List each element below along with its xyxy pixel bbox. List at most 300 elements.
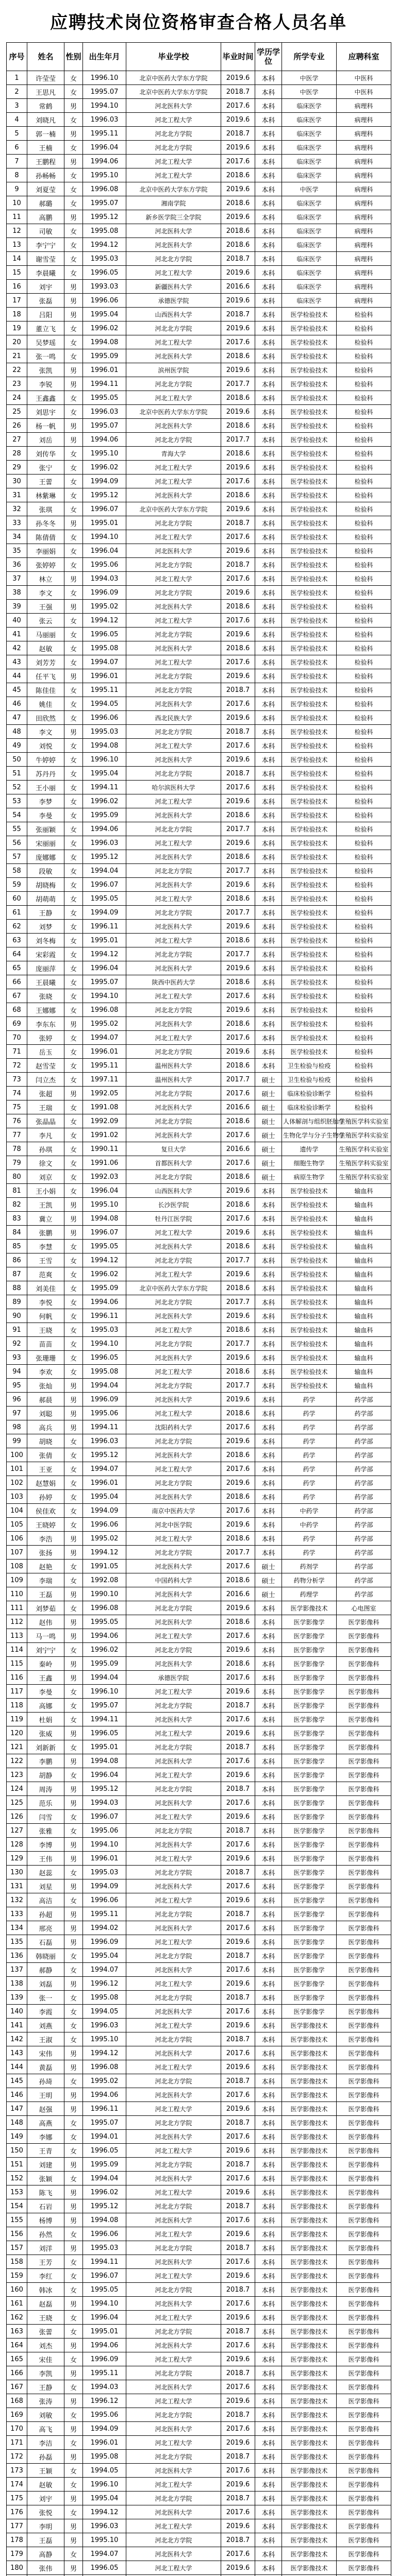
cell-edu: 本科 (255, 1768, 282, 1782)
cell-sex: 女 (64, 2074, 83, 2088)
cell-post: 检验科 (337, 572, 391, 586)
cell-name: 李博 (27, 1838, 64, 1852)
table-row (7, 1768, 391, 1782)
cell-birth: 1994.07 (83, 1031, 126, 1045)
cell-major: 医学检验技术 (282, 669, 337, 683)
cell-major: 医学影像技术 (282, 2088, 337, 2102)
cell-school: 河北北方学院 (126, 1643, 221, 1657)
cell-post: 检验科 (337, 850, 391, 864)
cell-name: 王鑫鑫 (27, 391, 64, 405)
cell-grad: 2017.6 (221, 1128, 255, 1142)
cell-no: 171 (7, 2436, 27, 2450)
cell-edu: 硕士 (255, 1142, 282, 1156)
cell-grad: 2018.7 (221, 1740, 255, 1754)
cell-sex: 男 (64, 294, 83, 308)
cell-major: 医学检验技术 (282, 1017, 337, 1031)
cell-name: 吕阳 (27, 308, 64, 321)
cell-grad: 2016.6 (221, 1142, 255, 1156)
cell-name: 赵磊 (27, 2297, 64, 2311)
cell-major: 医学检验技术 (282, 836, 337, 850)
cell-birth: 1995.02 (83, 1532, 126, 1546)
cell-school: 沈阳药科大学 (126, 1420, 221, 1434)
cell-major: 卫生检验与检疫 (282, 1073, 337, 1087)
cell-sex: 女 (64, 1476, 83, 1490)
cell-name: 王淑 (27, 2032, 64, 2046)
cell-no: 73 (7, 1073, 27, 1087)
cell-grad: 2018.7 (221, 2408, 255, 2422)
cell-birth: 1996.10 (83, 71, 126, 85)
cell-name: 刘梦 (27, 920, 64, 934)
cell-grad: 2019.6 (221, 363, 255, 377)
cell-school: 河北医科大学 (126, 2130, 221, 2144)
cell-birth: 1995.08 (83, 1365, 126, 1379)
cell-school: 河北工程大学 (126, 2478, 221, 2492)
cell-edu: 本科 (255, 1991, 282, 2005)
cell-school: 中国药科大学 (126, 1573, 221, 1587)
cell-grad: 2019.6 (221, 2227, 255, 2241)
cell-grad: 2019.6 (221, 2394, 255, 2408)
cell-birth: 1997.11 (83, 1073, 126, 1087)
cell-post: 医学影像科 (337, 2561, 391, 2575)
cell-major: 医学影像学 (282, 1838, 337, 1852)
cell-sex: 男 (64, 377, 83, 391)
cell-grad: 2018.7 (221, 308, 255, 321)
cell-edu: 本科 (255, 1754, 282, 1768)
cell-edu: 本科 (255, 1713, 282, 1726)
cell-birth: 1996.04 (83, 1768, 126, 1782)
cell-birth: 1994.07 (83, 2547, 126, 2561)
cell-name: 庞丽萍 (27, 961, 64, 975)
cell-edu: 本科 (255, 1309, 282, 1323)
cell-no: 173 (7, 2464, 27, 2478)
cell-edu: 本科 (255, 1963, 282, 1977)
cell-school: 长沙医学院 (126, 1198, 221, 1212)
cell-no: 34 (7, 530, 27, 544)
cell-sex: 女 (64, 989, 83, 1003)
cell-major: 医学影像学 (282, 1629, 337, 1643)
cell-major: 医学检验技术 (282, 975, 337, 989)
table-row (7, 168, 391, 182)
cell-post: 医学影像科 (337, 2158, 391, 2172)
cell-name: 张琪 (27, 502, 64, 516)
cell-no: 82 (7, 1198, 27, 1212)
table-row (7, 1128, 391, 1142)
cell-no: 163 (7, 2325, 27, 2338)
cell-edu: 本科 (255, 1532, 282, 1546)
cell-edu: 硕士 (255, 1560, 282, 1573)
cell-post: 输血科 (337, 1309, 391, 1323)
cell-grad: 2017.7 (221, 822, 255, 836)
cell-grad: 2019.6 (221, 1434, 255, 1448)
table-row (7, 934, 391, 947)
cell-sex: 男 (64, 2422, 83, 2436)
cell-post: 病理科 (337, 182, 391, 196)
table-row (7, 1114, 391, 1128)
cell-school: 河北医科大学 (126, 1309, 221, 1323)
cell-edu: 本科 (255, 2394, 282, 2408)
cell-school: 河北医科大学 (126, 99, 221, 113)
table-row (7, 1838, 391, 1852)
cell-birth: 1996.11 (83, 2102, 126, 2116)
cell-birth: 1995.10 (83, 2533, 126, 2547)
cell-edu: 本科 (255, 252, 282, 266)
cell-no: 101 (7, 1462, 27, 1476)
cell-edu: 本科 (255, 822, 282, 836)
table-row (7, 377, 391, 391)
cell-edu: 本科 (255, 961, 282, 975)
cell-edu: 本科 (255, 488, 282, 502)
cell-major: 医学检验技术 (282, 850, 337, 864)
cell-no: 87 (7, 1267, 27, 1281)
cell-major: 医学影像技术 (282, 2450, 337, 2464)
table-row (7, 586, 391, 600)
cell-sex: 女 (64, 2478, 83, 2492)
cell-post: 医学影像科 (337, 2352, 391, 2366)
cell-name: 刘思宇 (27, 405, 64, 419)
cell-edu: 本科 (255, 1657, 282, 1671)
cell-no: 71 (7, 1045, 27, 1059)
cell-birth: 1996.08 (83, 2060, 126, 2074)
table-row (7, 252, 391, 266)
cell-name: 李文 (27, 725, 64, 739)
cell-major: 医学影像学 (282, 1713, 337, 1726)
cell-edu: 本科 (255, 2422, 282, 2436)
cell-birth: 1994.06 (83, 2088, 126, 2102)
cell-major: 医学检验技术 (282, 488, 337, 502)
table-row (7, 113, 391, 127)
cell-school: 河北工程大学 (126, 2060, 221, 2074)
cell-edu: 本科 (255, 210, 282, 224)
table-row (7, 1184, 391, 1198)
cell-edu: 本科 (255, 2325, 282, 2338)
cell-post: 病理科 (337, 266, 391, 280)
cell-no: 129 (7, 1852, 27, 1866)
cell-edu: 本科 (255, 641, 282, 655)
cell-sex: 女 (64, 2005, 83, 2019)
cell-birth: 1996.06 (83, 294, 126, 308)
cell-post: 医学影像科 (337, 2478, 391, 2492)
cell-post: 医学影像科 (337, 2297, 391, 2311)
cell-post: 药学部 (337, 1587, 391, 1601)
cell-name: 王瑞 (27, 1100, 64, 1114)
cell-school: 首都医科大学 (126, 1156, 221, 1170)
cell-no: 148 (7, 2116, 27, 2130)
cell-no: 114 (7, 1643, 27, 1657)
cell-school: 河北北方学院 (126, 127, 221, 141)
cell-grad: 2017.6 (221, 655, 255, 669)
cell-grad: 2018.6 (221, 238, 255, 252)
cell-grad: 2017.6 (221, 2130, 255, 2144)
table-row (7, 628, 391, 641)
table-row (7, 419, 391, 433)
cell-sex: 女 (64, 711, 83, 725)
cell-no: 48 (7, 725, 27, 739)
table-row (7, 1212, 391, 1226)
table-row (7, 210, 391, 224)
cell-grad: 2017.6 (221, 1031, 255, 1045)
cell-no: 105 (7, 1518, 27, 1532)
cell-edu: 本科 (255, 2505, 282, 2519)
cell-birth: 1995.06 (83, 2408, 126, 2422)
cell-birth: 1994.06 (83, 1295, 126, 1309)
cell-no: 140 (7, 2005, 27, 2019)
cell-school: 河北北方学院 (126, 1949, 221, 1963)
cell-name: 侯佳欢 (27, 1504, 64, 1518)
cell-school: 河北工程大学 (126, 1893, 221, 1907)
cell-edu: 硕士 (255, 1128, 282, 1142)
cell-sex: 女 (64, 767, 83, 781)
cell-grad: 2019.6 (221, 1977, 255, 1991)
cell-no: 17 (7, 294, 27, 308)
cell-school: 河北工程大学 (126, 1267, 221, 1281)
cell-name: 王晓婷 (27, 1518, 64, 1532)
cell-grad: 2019.6 (221, 961, 255, 975)
cell-sex: 女 (64, 2172, 83, 2185)
cell-school: 河北工程大学 (126, 2144, 221, 2158)
cell-name: 郝璐 (27, 196, 64, 210)
cell-edu: 本科 (255, 2436, 282, 2450)
cell-birth: 1996.02 (83, 794, 126, 808)
cell-post: 医学影像科 (337, 2032, 391, 2046)
cell-name: 宋彩霞 (27, 947, 64, 961)
cell-edu: 本科 (255, 266, 282, 280)
table-row (7, 391, 391, 405)
cell-edu: 本科 (255, 2408, 282, 2422)
cell-major: 医学检验技术 (282, 600, 337, 614)
table-row (7, 2366, 391, 2380)
table-row (7, 474, 391, 488)
cell-edu: 本科 (255, 1003, 282, 1017)
cell-sex: 女 (64, 1365, 83, 1379)
cell-grad: 2019.6 (221, 113, 255, 127)
cell-grad: 2018.6 (221, 1448, 255, 1462)
cell-post: 检验科 (337, 488, 391, 502)
cell-edu: 本科 (255, 2255, 282, 2269)
cell-sex: 女 (64, 1963, 83, 1977)
cell-major: 药学 (282, 1393, 337, 1406)
cell-no: 43 (7, 655, 27, 669)
table-row (7, 433, 391, 447)
cell-name: 李霞 (27, 2005, 64, 2019)
cell-school: 河北工程大学 (126, 1365, 221, 1379)
cell-sex: 女 (64, 2325, 83, 2338)
cell-birth: 1995.10 (83, 1198, 126, 1212)
cell-school: 河北北方学院 (126, 1253, 221, 1267)
table-row (7, 1448, 391, 1462)
cell-sex: 女 (64, 1059, 83, 1073)
cell-edu: 本科 (255, 753, 282, 767)
cell-major: 医学检验技术 (282, 878, 337, 892)
cell-edu: 本科 (255, 628, 282, 641)
cell-sex: 女 (64, 488, 83, 502)
cell-major: 医学影像学 (282, 1810, 337, 1824)
cell-major: 医学影像学 (282, 1921, 337, 1935)
cell-grad: 2019.6 (221, 628, 255, 641)
cell-school: 河北北方学院 (126, 2116, 221, 2130)
cell-birth: 1996.01 (83, 1476, 126, 1490)
table-row (7, 1824, 391, 1838)
cell-school: 河北北方学院 (126, 669, 221, 683)
cell-name: 高飞 (27, 2422, 64, 2436)
cell-major: 临床医学 (282, 99, 337, 113)
cell-name: 李凯 (27, 2366, 64, 2380)
cell-school: 河北北方学院 (126, 2158, 221, 2172)
cell-name: 王凯 (27, 1198, 64, 1212)
cell-grad: 2018.7 (221, 2533, 255, 2547)
cell-major: 医学检验技术 (282, 1379, 337, 1393)
cell-edu: 本科 (255, 461, 282, 474)
cell-post: 检验科 (337, 363, 391, 377)
cell-grad: 2019.6 (221, 1893, 255, 1907)
cell-grad: 2018.6 (221, 1198, 255, 1212)
cell-birth: 1995.04 (83, 2492, 126, 2505)
cell-edu: 本科 (255, 1059, 282, 1073)
cell-no: 120 (7, 1726, 27, 1740)
cell-sex: 女 (64, 1810, 83, 1824)
cell-school: 河北医科大学 (126, 878, 221, 892)
cell-grad: 2018.6 (221, 1281, 255, 1295)
column-header-major: 所学专业 (282, 43, 337, 71)
cell-school: 河北北方学院 (126, 1337, 221, 1351)
cell-no: 29 (7, 461, 27, 474)
cell-post: 医学影像科 (337, 2060, 391, 2074)
cell-major: 医学影像学 (282, 1685, 337, 1699)
cell-school: 新疆医科大学 (126, 280, 221, 294)
cell-edu: 本科 (255, 294, 282, 308)
cell-post: 检验科 (337, 1073, 391, 1087)
cell-major: 医学影像技术 (282, 2478, 337, 2492)
cell-birth: 1996.02 (83, 461, 126, 474)
cell-grad: 2018.6 (221, 975, 255, 989)
cell-birth: 1995.08 (83, 224, 126, 238)
cell-birth: 1995.04 (83, 1949, 126, 1963)
cell-major: 医学检验技术 (282, 433, 337, 447)
table-header (7, 43, 391, 71)
cell-major: 医学检验技术 (282, 502, 337, 516)
cell-school: 河北医科大学 (126, 1838, 221, 1852)
cell-major: 医学影像学 (282, 1768, 337, 1782)
cell-grad: 2016.6 (221, 1100, 255, 1114)
cell-birth: 1996.11 (83, 920, 126, 934)
cell-grad: 2018.7 (221, 2032, 255, 2046)
cell-birth: 1996.03 (83, 2019, 126, 2032)
cell-birth: 1995.03 (83, 1866, 126, 1879)
cell-post: 检验科 (337, 989, 391, 1003)
table-row (7, 1740, 391, 1754)
cell-edu: 本科 (255, 1671, 282, 1685)
cell-name: 王明 (27, 2088, 64, 2102)
cell-post: 医学影像科 (337, 2408, 391, 2422)
cell-major: 医学检验技术 (282, 614, 337, 628)
cell-grad: 2018.7 (221, 516, 255, 530)
cell-no: 141 (7, 2019, 27, 2032)
cell-major: 医学影像技术 (282, 2561, 337, 2575)
cell-sex: 女 (64, 2505, 83, 2519)
cell-name: 张丽颖 (27, 822, 64, 836)
cell-major: 医学检验技术 (282, 544, 337, 558)
cell-birth: 1992.03 (83, 1170, 126, 1184)
cell-birth: 1996.05 (83, 628, 126, 641)
cell-edu: 硕士 (255, 1114, 282, 1128)
cell-birth: 1996.03 (83, 836, 126, 850)
cell-post: 检验科 (337, 586, 391, 600)
cell-sex: 男 (64, 1379, 83, 1393)
cell-birth: 1994.06 (83, 1629, 126, 1643)
cell-sex: 男 (64, 2060, 83, 2074)
cell-no: 136 (7, 1949, 27, 1963)
cell-no: 55 (7, 822, 27, 836)
cell-post: 医学影像科 (337, 2116, 391, 2130)
cell-major: 医学检验技术 (282, 906, 337, 920)
cell-no: 88 (7, 1281, 27, 1295)
cell-birth: 1994.10 (83, 1337, 126, 1351)
cell-post: 医学影像科 (337, 2227, 391, 2241)
cell-sex: 男 (64, 210, 83, 224)
cell-sex: 女 (64, 878, 83, 892)
cell-edu: 本科 (255, 196, 282, 210)
table-row (7, 238, 391, 252)
cell-post: 输血科 (337, 1281, 391, 1295)
cell-major: 医学影像学 (282, 1977, 337, 1991)
cell-no: 83 (7, 1212, 27, 1226)
table-row (7, 892, 391, 906)
table-row (7, 335, 391, 349)
cell-school: 北京中医药大学东方学院 (126, 71, 221, 85)
cell-birth: 1995.12 (83, 488, 126, 502)
cell-school: 河北工程大学 (126, 2352, 221, 2366)
table-row (7, 2241, 391, 2255)
table-row (7, 1852, 391, 1866)
cell-sex: 女 (64, 753, 83, 767)
cell-grad: 2017.6 (221, 2213, 255, 2227)
cell-post: 检验科 (337, 975, 391, 989)
cell-birth: 1995.01 (83, 1740, 126, 1754)
cell-no: 63 (7, 934, 27, 947)
cell-birth: 1995.11 (83, 683, 126, 697)
cell-no: 96 (7, 1393, 27, 1406)
cell-major: 中药学 (282, 1518, 337, 1532)
cell-sex: 女 (64, 739, 83, 753)
cell-major: 医学影像技术 (282, 2032, 337, 2046)
cell-no: 123 (7, 1768, 27, 1782)
cell-post: 药学部 (337, 1490, 391, 1504)
cell-edu: 本科 (255, 71, 282, 85)
cell-major: 医学检验技术 (282, 405, 337, 419)
cell-name: 宋丽丽 (27, 836, 64, 850)
cell-name: 王磊 (27, 2533, 64, 2547)
cell-sex: 男 (64, 1838, 83, 1852)
cell-no: 131 (7, 1879, 27, 1893)
cell-edu: 本科 (255, 2533, 282, 2547)
cell-grad: 2018.6 (221, 419, 255, 433)
cell-no: 94 (7, 1365, 27, 1379)
cell-post: 医学影像科 (337, 2005, 391, 2019)
cell-sex: 女 (64, 391, 83, 405)
cell-birth: 1995.10 (83, 168, 126, 182)
table-row (7, 1323, 391, 1337)
cell-birth: 1994.07 (83, 1963, 126, 1977)
cell-post: 检验科 (337, 767, 391, 781)
cell-grad: 2019.6 (221, 1685, 255, 1699)
cell-no: 15 (7, 266, 27, 280)
cell-major: 药学 (282, 1476, 337, 1490)
cell-no: 89 (7, 1295, 27, 1309)
cell-name: 王小娟 (27, 1184, 64, 1198)
cell-name: 李洁 (27, 2436, 64, 2450)
cell-post: 病理科 (337, 155, 391, 168)
cell-grad: 2019.6 (221, 1226, 255, 1240)
cell-major: 临床医学 (282, 266, 337, 280)
